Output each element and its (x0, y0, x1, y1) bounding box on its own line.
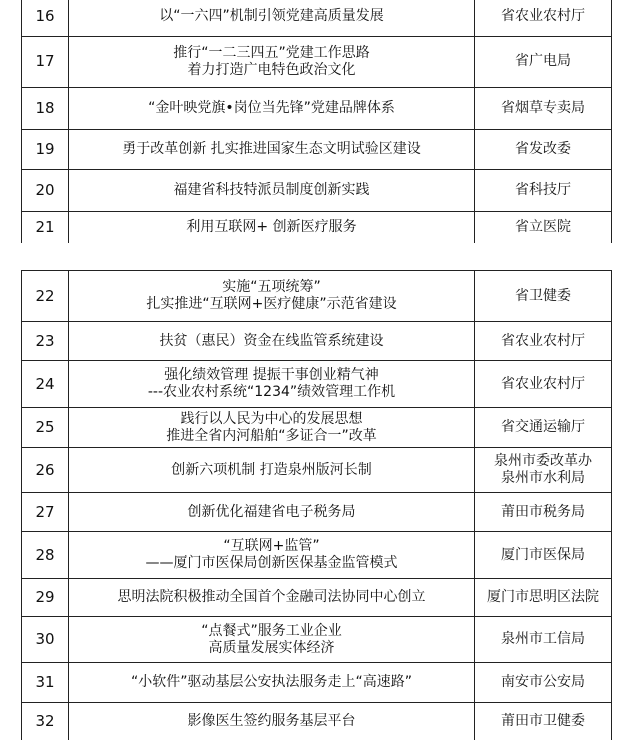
table-row (22, 361, 612, 408)
project-title-cell (69, 271, 475, 322)
row-number: 31 (22, 663, 69, 703)
project-title-cell (69, 361, 475, 408)
department-cell (475, 129, 612, 169)
department-name: 省农业农村厅 (501, 8, 585, 25)
project-title-line: 实施“五项统筹” (222, 279, 321, 295)
table-section-1 (21, 0, 611, 243)
project-title-line: 推进全省内河船舶“多证合一”改革 (166, 427, 377, 444)
project-title-line: 勇于改革创新 扎实推进国家生态文明试验区建设 (122, 140, 421, 157)
department-name: 省交通运输厅 (501, 419, 585, 435)
project-title-cell (69, 408, 475, 448)
table-row (22, 0, 612, 36)
project-title-cell (69, 322, 475, 361)
row-number: 16 (22, 0, 69, 36)
department-cell (475, 448, 612, 493)
department-cell (475, 617, 612, 663)
project-title-cell (69, 448, 475, 493)
project-title-cell (69, 532, 475, 579)
department-cell (475, 703, 612, 740)
project-title-cell (69, 663, 475, 703)
project-title-line: 推行“一二三四五”党建工作思路 (173, 44, 370, 61)
department-cell (475, 87, 612, 129)
project-title-cell (69, 703, 475, 740)
row-number: 22 (22, 271, 69, 322)
table-row (22, 36, 612, 87)
row-number: 19 (22, 129, 69, 169)
department-cell (475, 532, 612, 579)
project-title-line: 创新优化福建省电子税务局 (187, 503, 356, 520)
row-number: 29 (22, 579, 69, 617)
project-title-line: 扶贫（惠民）资金在线监管系统建设 (159, 332, 384, 349)
department-name: 厦门市思明区法院 (487, 589, 599, 605)
project-title-line: “金叶映党旗•岗位当先锋”党建品牌体系 (148, 99, 395, 116)
department-name: 省烟草专卖局 (501, 99, 585, 116)
department-name: 莆田市税务局 (501, 503, 585, 520)
project-title-line: 强化绩效管理 提振干事创业精气神 (164, 367, 379, 383)
table-row (22, 703, 612, 740)
project-title-line: 福建省科技特派员制度创新实践 (173, 181, 370, 198)
row-number: 17 (22, 36, 69, 87)
project-title-line: 着力打造广电特色政治文化 (187, 61, 356, 78)
row-number: 25 (22, 408, 69, 448)
department-cell (475, 169, 612, 211)
table-row (22, 579, 612, 617)
department-cell (475, 663, 612, 703)
department-cell (475, 493, 612, 532)
project-table-part-1 (21, 0, 612, 243)
project-title-line: 以“一六四”机制引领党建高质量发展 (159, 8, 384, 25)
table-row (22, 617, 612, 663)
department-name: 省农业农村厅 (501, 332, 585, 349)
department-name: 省发改委 (515, 140, 571, 157)
department-name: 省立医院 (515, 218, 571, 235)
table-row (22, 271, 612, 322)
row-number: 27 (22, 493, 69, 532)
row-number: 28 (22, 532, 69, 579)
project-title-line: 践行以人民为中心的发展思想 (180, 410, 363, 427)
project-title-line: 利用互联网+ 创新医疗服务 (186, 218, 357, 235)
table-row (22, 663, 612, 703)
table-row (22, 87, 612, 129)
project-table-part-2 (21, 270, 612, 740)
row-number: 20 (22, 169, 69, 211)
table-row (22, 169, 612, 211)
table-row (22, 448, 612, 493)
department-name: 南安市公安局 (501, 674, 585, 690)
department-name: 省卫健委 (515, 287, 571, 304)
department-cell (475, 579, 612, 617)
table-row (22, 322, 612, 361)
project-title-line: ——厦门市医保局创新医保基金监管模式 (145, 555, 398, 571)
project-title-cell (69, 87, 475, 129)
row-number: 26 (22, 448, 69, 493)
department-cell (475, 271, 612, 322)
project-title-line: 思明法院积极推动全国首个金融司法协同中心创立 (117, 589, 426, 605)
row-number: 21 (22, 211, 69, 243)
project-title-line: 影像医生签约服务基层平台 (187, 712, 356, 729)
table-row (22, 532, 612, 579)
project-title-line: 高质量发展实体经济 (208, 639, 335, 656)
project-title-cell (69, 129, 475, 169)
row-number: 18 (22, 87, 69, 129)
table-row (22, 211, 612, 243)
department-name: 莆田市卫健委 (501, 712, 585, 729)
department-name: 泉州市工信局 (501, 631, 585, 647)
table-row (22, 408, 612, 448)
department-cell (475, 322, 612, 361)
project-title-cell (69, 493, 475, 532)
project-title-line: “小软件”驱动基层公安执法服务走上“高速路” (130, 674, 412, 690)
project-title-cell (69, 579, 475, 617)
table-row (22, 129, 612, 169)
project-title-line: 创新六项机制 打造泉州版河长制 (171, 461, 372, 478)
project-title-line: “互联网+监管” (223, 538, 320, 554)
row-number: 24 (22, 361, 69, 408)
department-name: 厦门市医保局 (501, 546, 585, 563)
row-number: 23 (22, 322, 69, 361)
project-title-line: ---农业农村系统“1234”绩效管理工作机 (147, 384, 396, 400)
department-cell (475, 0, 612, 36)
row-number: 32 (22, 703, 69, 740)
department-cell (475, 211, 612, 243)
project-title-line: “点餐式”服务工业企业 (201, 622, 342, 639)
department-cell (475, 36, 612, 87)
department-name: 泉州市水利局 (501, 470, 585, 486)
department-cell (475, 361, 612, 408)
project-title-cell (69, 617, 475, 663)
row-number: 30 (22, 617, 69, 663)
department-name: 泉州市委改革办 (494, 453, 592, 469)
department-name: 省农业农村厅 (501, 375, 585, 392)
project-title-cell (69, 211, 475, 243)
project-title-cell (69, 0, 475, 36)
table-row (22, 493, 612, 532)
department-name: 省科技厅 (515, 181, 571, 198)
department-name: 省广电局 (515, 53, 571, 69)
project-title-cell (69, 169, 475, 211)
department-cell (475, 408, 612, 448)
table-section-2 (21, 270, 611, 740)
project-title-cell (69, 36, 475, 87)
project-title-line: 扎实推进“互联网+医疗健康”示范省建设 (146, 296, 397, 312)
